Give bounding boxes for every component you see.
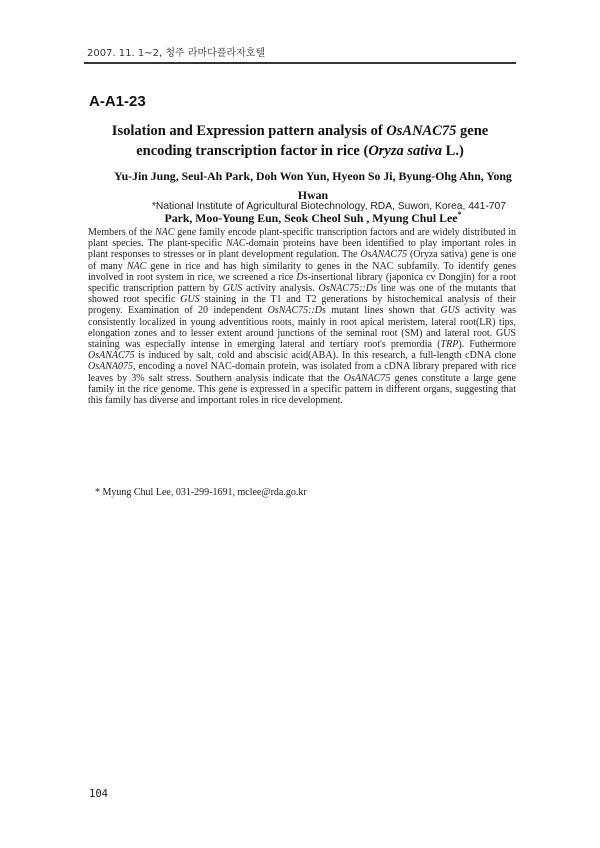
contact-info: * Myung Chul Lee, 031-299-1691, mclee@rda.go.kr xyxy=(95,487,307,498)
abstract-italic-term: NAC xyxy=(225,238,246,250)
title-text: L.) xyxy=(442,143,464,159)
abstract-italic-term: OsANA075 xyxy=(88,361,133,373)
abstract-text: genes constitute a large gene family in the rice genome. This gene is expressed in a specific pattern in different organs, suggesting that this family has diverse and important roles in rice development. xyxy=(88,372,516,407)
header-rule xyxy=(84,62,516,64)
title-text: encoding transcription factor in rice ( xyxy=(136,143,369,159)
authors-text: Park, Moo-Young Eun, Seok Cheol Suh , Myung Chul Lee xyxy=(164,210,458,225)
abstract-italic-term: OsANAC75 xyxy=(343,372,391,384)
abstract-italic-term: NAC xyxy=(154,227,175,238)
abstract-text: ). Futhermore xyxy=(458,339,516,351)
abstract-italic-term: OsNAC75::Ds xyxy=(318,283,377,295)
abstract-italic-term: NAC xyxy=(126,260,147,272)
paper-title xyxy=(84,121,516,161)
title-gene: OsANAC75 xyxy=(386,123,457,139)
abstract-text: activity analysis. xyxy=(242,283,319,295)
page-number: 104 xyxy=(89,788,108,800)
author-list xyxy=(108,167,518,228)
abstract-italic-term: Ds xyxy=(296,271,308,283)
abstract-text: staining in the T1 and T2 generations by histochemical analysis of their progeny. Examination of 20 independent xyxy=(88,294,516,317)
abstract-text: -domain proteins have been identified to play important roles in plant responses to stresses or in plant development regulation. The xyxy=(88,238,516,261)
title-text: Isolation and Expression pattern analysis of xyxy=(111,123,387,139)
page-header: 2007. 11. 1~2, 청주 라마다플라자호텔 xyxy=(87,48,266,59)
title-species: Oryza sativa xyxy=(368,143,443,159)
affiliation: *National Institute of Agricultural Biotechnology, RDA, Suwon, Korea, 441-707 xyxy=(151,201,506,212)
abstract-text: -insertional library (japonica cv Dongjin) for a root specific transcription pattern by xyxy=(88,271,517,295)
abstract-italic-term: OsANAC75 xyxy=(88,350,135,362)
abstract-text: line was one of the mutants that showed root specific xyxy=(88,283,516,306)
abstract-text: is induced by salt, cold and abscisic acid(ABA). In this research, a full-length cDNA clone xyxy=(134,350,516,362)
abstract-text: activity was consistently localized in young adventitious roots, mainly in root apical meristem, lateral root(LR) tips, elongation zones and to lesser extent around junctions of the seminal root (SM) and lateral root. GUS staining was especially intense in emerging lateral and tertiary root's premordia ( xyxy=(88,305,516,351)
abstract-text: Members of the xyxy=(88,227,155,238)
abstract-italic-term: OsANAC75 xyxy=(360,249,408,261)
abstract-text: (Oryza sativa) gene is one of many xyxy=(88,249,516,272)
authors-line: Yu-Jin Jung, Seul-Ah Park, Doh Won Yun, Hyeon So Ji, Byung-Ohg Ahn, Yong Hwan xyxy=(114,169,512,202)
abstract-italic-term: GUS xyxy=(222,283,243,295)
abstract-italic-term: GUS xyxy=(440,305,460,317)
abstract-code: A-A1-23 xyxy=(89,93,146,110)
abstract-body xyxy=(88,227,516,406)
title-text: gene xyxy=(456,123,489,139)
abstract-italic-term: TRP xyxy=(440,339,459,351)
abstract-text: gene in rice and has high similarity to genes in the NAC subfamily. To identify genes involved in root system in rice, we screened a rice xyxy=(88,260,517,283)
abstract-text: mutant lines shown that xyxy=(325,305,441,317)
abstract-text: gene family encode plant-specific transcription factors and are widely distributed in plant species. The plant-specific xyxy=(88,227,516,250)
abstract-italic-term: GUS xyxy=(180,294,200,306)
corresponding-mark: * xyxy=(457,210,462,219)
abstract-italic-term: OsNAC75::Ds xyxy=(267,305,326,317)
abstract-text: , encoding a novel NAC-domain protein, was isolated from a cDNA library prepared with rice leaves by 3% salt stress. Southern analysis indicate that the xyxy=(88,361,516,384)
